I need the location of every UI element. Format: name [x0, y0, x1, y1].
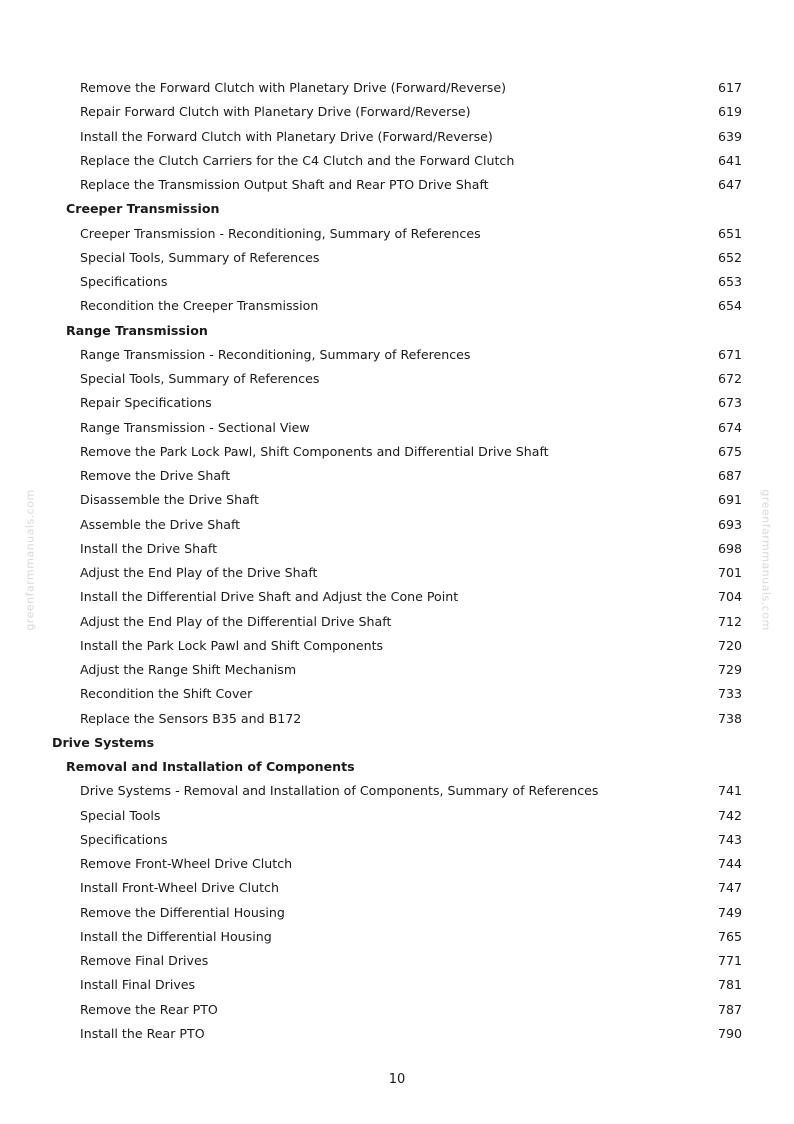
toc-entry[interactable]: [0, 173, 794, 197]
toc-entry-title: Range Transmission: [66, 322, 208, 338]
toc-entry-page: 639: [717, 128, 742, 144]
toc-entry-title: Repair Specifications: [80, 395, 212, 411]
toc-entry-title: Disassemble the Drive Shaft: [80, 492, 259, 508]
toc-entry-title: Replace the Sensors B35 and B172: [80, 710, 302, 726]
toc-entry[interactable]: [0, 610, 794, 634]
toc-entry[interactable]: [0, 804, 794, 828]
toc-entry-page: 790: [717, 1025, 742, 1041]
toc-entry-title: Recondition the Creeper Transmission: [80, 298, 319, 314]
toc-entry[interactable]: [0, 634, 794, 658]
toc-entry[interactable]: [0, 76, 794, 100]
watermark-left: greenfarmmanuals.com: [23, 489, 37, 631]
toc-entry[interactable]: [0, 828, 794, 852]
toc-entry-page: 654: [717, 298, 742, 314]
toc-entry-page: 781: [717, 977, 742, 993]
toc-entry-title: Install Final Drives: [80, 977, 196, 993]
toc-entry[interactable]: [0, 852, 794, 876]
toc-entry-title: Range Transmission - Sectional View: [80, 419, 310, 435]
toc-entry-title: Creeper Transmission - Reconditioning, Summary of References: [80, 225, 481, 241]
toc-entry[interactable]: [0, 246, 794, 270]
toc-entry-title: Recondition the Shift Cover: [80, 686, 253, 702]
toc-section-heading[interactable]: [0, 319, 794, 343]
toc-entry-page: 738: [717, 710, 742, 726]
toc-entry-title: Adjust the End Play of the Differential Drive Shaft: [80, 613, 392, 629]
toc-entry[interactable]: [0, 537, 794, 561]
toc-entry-title: Assemble the Drive Shaft: [80, 516, 241, 532]
toc-section-heading[interactable]: [0, 731, 794, 755]
toc-entry-page: 672: [717, 371, 742, 386]
toc-entry-page: 619: [717, 104, 742, 120]
toc-entry[interactable]: [0, 901, 794, 925]
toc-entry-page: 687: [717, 468, 742, 483]
toc-entry-title: Repair Forward Clutch with Planetary Drive (Forward/Reverse): [80, 104, 471, 120]
toc-entry-title: Replace the Clutch Carriers for the C4 Clutch and the Forward Clutch: [80, 152, 515, 168]
toc-entry[interactable]: [0, 973, 794, 997]
toc-entry-title: Remove Front-Wheel Drive Clutch: [80, 856, 293, 871]
toc-entry-title: Special Tools: [80, 807, 161, 823]
toc-entry-title: Install the Forward Clutch with Planetary Drive (Forward/Reverse): [80, 128, 493, 144]
toc-entry-page: 691: [717, 492, 742, 508]
toc-entry[interactable]: [0, 779, 794, 803]
toc-entry-page: 771: [717, 953, 742, 968]
toc-entry-title: Adjust the Range Shift Mechanism: [80, 662, 297, 677]
toc-entry-page: 701: [717, 565, 742, 580]
toc-entry-page: 712: [717, 613, 742, 629]
toc-section-heading[interactable]: [0, 197, 794, 221]
toc-entry-title: Specifications: [80, 274, 168, 289]
toc-entry[interactable]: [0, 1022, 794, 1046]
toc-entry-page: 674: [717, 419, 742, 435]
toc-entry-page: 749: [717, 904, 742, 920]
toc-entry-page: 720: [717, 637, 742, 653]
toc-entry-title: Removal and Installation of Components: [66, 759, 355, 774]
toc-entry[interactable]: [0, 270, 794, 294]
toc-entry-title: Special Tools, Summary of References: [80, 249, 320, 265]
toc-entry-title: Remove Final Drives: [80, 953, 209, 968]
toc-entry[interactable]: [0, 488, 794, 512]
toc-entry[interactable]: [0, 100, 794, 124]
toc-entry-page: 744: [717, 856, 742, 871]
toc-entry-title: Install the Drive Shaft: [80, 540, 218, 556]
toc-entry[interactable]: [0, 513, 794, 537]
toc-entry-page: 653: [717, 274, 742, 289]
toc-entry-title: Range Transmission - Reconditioning, Summary of References: [80, 346, 471, 362]
toc-entry-title: Creeper Transmission: [66, 201, 220, 217]
toc-entry[interactable]: [0, 367, 794, 391]
toc-entry[interactable]: [0, 440, 794, 464]
toc-entry-page: 652: [717, 249, 742, 265]
toc-entry-page: 742: [717, 807, 742, 823]
toc-entry-title: Remove the Differential Housing: [80, 904, 285, 920]
toc-entry-title: Remove the Drive Shaft: [80, 468, 231, 483]
toc-entry[interactable]: [0, 343, 794, 367]
toc-entry[interactable]: [0, 585, 794, 609]
toc-entry-page: 671: [717, 346, 742, 362]
toc-entry-title: Remove the Forward Clutch with Planetary Drive (Forward/Reverse): [80, 80, 507, 95]
toc-entry[interactable]: [0, 125, 794, 149]
toc-entry-page: 641: [717, 152, 742, 168]
toc-entry-page: 729: [717, 662, 742, 677]
toc-entry[interactable]: [0, 149, 794, 173]
toc-entry-title: Install the Differential Housing: [80, 928, 272, 944]
toc-entry-page: 698: [717, 540, 742, 556]
toc-entry[interactable]: [0, 294, 794, 318]
toc-entry-title: Remove the Rear PTO: [80, 1001, 218, 1017]
toc-entry[interactable]: [0, 998, 794, 1022]
toc-entry[interactable]: [0, 561, 794, 585]
toc-entry-page: 747: [717, 880, 742, 896]
toc-entry-title: Special Tools, Summary of References: [80, 371, 320, 386]
toc-entry[interactable]: [0, 682, 794, 706]
toc-entry[interactable]: [0, 949, 794, 973]
toc-entry-page: 675: [717, 443, 742, 459]
toc-entry-page: 765: [717, 928, 742, 944]
toc-section-heading[interactable]: [0, 755, 794, 779]
toc-entry-page: 733: [717, 686, 742, 702]
toc-entry-title: Install the Differential Drive Shaft and Adjust the Cone Point: [80, 589, 459, 605]
toc-entry-title: Install Front-Wheel Drive Clutch: [80, 880, 279, 896]
toc-entry-title: Specifications: [80, 831, 168, 847]
toc-entry[interactable]: [0, 925, 794, 949]
page-number: 10: [388, 1072, 406, 1087]
toc-entry-title: Adjust the End Play of the Drive Shaft: [80, 565, 318, 580]
toc-entry[interactable]: [0, 391, 794, 415]
toc-entry-title: Install the Park Lock Pawl and Shift Components: [80, 637, 384, 653]
watermark-right: greenfarmmanuals.com: [759, 489, 773, 631]
toc-entry-page: 647: [717, 177, 742, 192]
toc-entry-page: 693: [717, 516, 742, 532]
toc-entry-page: 673: [717, 395, 742, 411]
toc-entry-page: 787: [717, 1001, 742, 1017]
toc-entry-page: 704: [717, 589, 742, 605]
toc-entry-page: 743: [717, 831, 742, 847]
toc-entry[interactable]: [0, 464, 794, 488]
toc-entry[interactable]: [0, 222, 794, 246]
table-of-contents: [0, 76, 794, 1046]
toc-entry[interactable]: [0, 707, 794, 731]
toc-entry-page: 741: [717, 783, 742, 799]
toc-entry-title: Drive Systems - Removal and Installation of Components, Summary of References: [80, 783, 599, 799]
toc-entry[interactable]: [0, 876, 794, 900]
toc-entry-page: 617: [717, 80, 742, 95]
toc-entry[interactable]: [0, 658, 794, 682]
toc-entry[interactable]: [0, 416, 794, 440]
toc-entry-title: Install the Rear PTO: [80, 1025, 205, 1041]
toc-entry-page: 651: [717, 225, 742, 241]
toc-entry-title: Remove the Park Lock Pawl, Shift Components and Differential Drive Shaft: [80, 443, 549, 459]
toc-entry-title: Replace the Transmission Output Shaft and Rear PTO Drive Shaft: [80, 177, 489, 192]
toc-entry-title: Drive Systems: [52, 734, 155, 750]
